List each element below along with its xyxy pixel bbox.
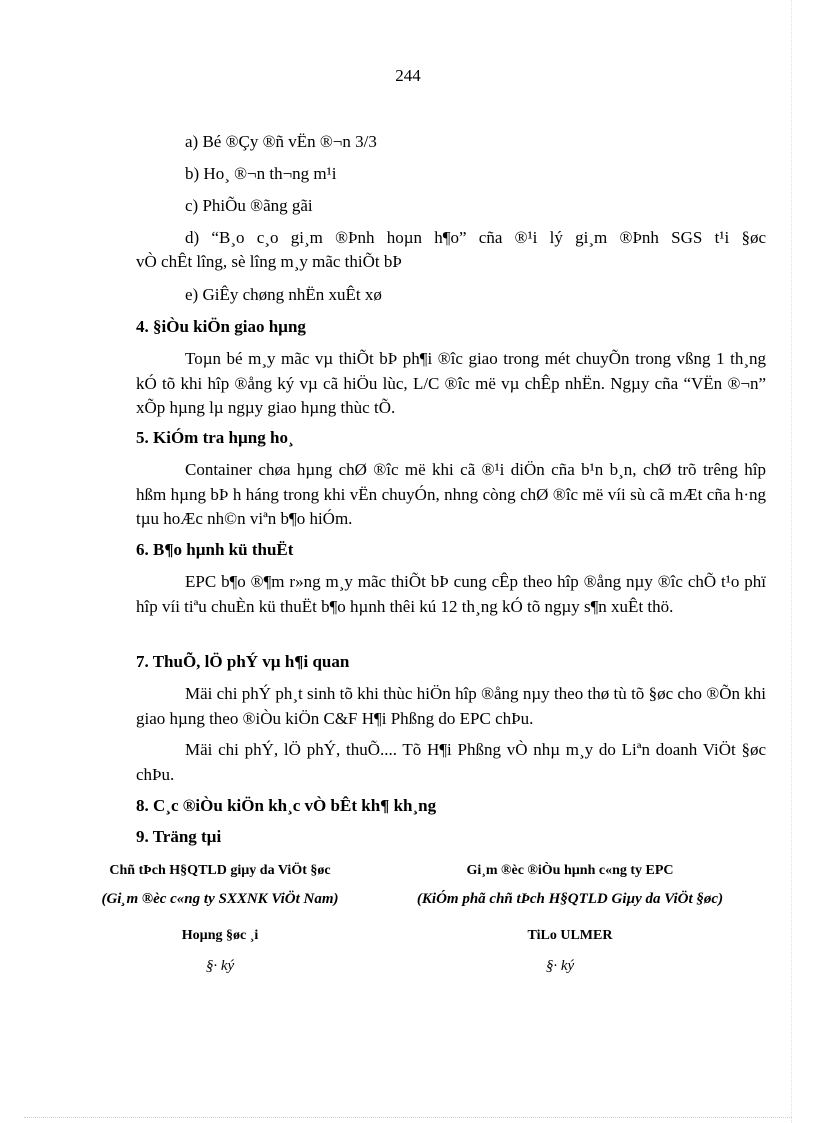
item-a: a) Bé ®Çy ®ñ vËn ®¬n 3/3 [185,132,377,151]
left-signatory-name: Hoµng §øc ¸i [181,928,259,943]
section-7-text-1: Mäi chi phÝ ph¸t sinh tõ khi thùc hiÖn hîp ®ång nµy theo thø tù tõ §øc cho ®Õn khi giao hµng theo ®iÒu kiÖn C&F H¶i Phßng do EPC chÞu. [136,684,766,728]
item-b: b) Ho¸ ®¬n th¬ng m¹i [185,164,337,183]
item-d-line2: vÒ chÊt lîng, sè lîng m¸y mãc thiÕt bÞ [136,252,402,271]
item-d-line1: d) “B¸o c¸o gi¸m ®Þnh hoµn h¶o” cña ®¹i lý gi¸m ®Þnh SGS t¹i §øc [185,228,766,247]
section-4-heading: 4. §iÒu kiÖn giao hµng [136,317,306,336]
page-bottom-border [24,1117,792,1118]
page-number: 244 [395,66,421,85]
section-6-text: EPC b¶o ®¶m r»ng m¸y mãc thiÕt bÞ cung cÊp theo hîp ®ång nµy ®îc chÕ t¹o phï hîp víi tiªu chuÈn kü thuËt b¶o hµnh thêi kú 12 th¸ng kÓ tõ ngµy s¶n xuÊt thö. [136,572,766,616]
item-c: c) PhiÕu ®ãng gãi [185,196,313,215]
section-9-heading: 9. Träng tµi [136,827,222,846]
page-right-border [791,0,792,1123]
right-signatory-subtitle: (KiÓm phã chñ tÞch H§QTLD Giµy da ViÖt §øc) [416,891,724,907]
item-e: e) GiÊy chøng nhËn xuÊt xø [185,285,382,304]
left-signatory-subtitle: (Gi¸m ®èc c«ng ty SXXNK ViÖt Nam) [101,891,339,907]
left-signed-note: §· ký [205,958,235,974]
section-5-heading: 5. KiÓm tra hµng ho¸ [136,428,294,447]
right-signatory-name: TiLo ULMER [527,928,613,943]
right-signatory-title: Gi¸m ®èc ®iÒu hµnh c«ng ty EPC [466,863,674,878]
section-7-heading: 7. ThuÕ, lÖ phÝ vµ h¶i quan [136,652,350,671]
section-6-heading: 6. B¶o hµnh kü thuËt [136,540,294,559]
section-8-heading: 8. C¸c ®iÒu kiÖn kh¸c vÒ bÊt kh¶ kh¸ng [136,796,437,815]
right-signed-note: §· ký [545,958,575,974]
section-7-text-2: Mäi chi phÝ, lÖ phÝ, thuÕ.... Tõ H¶i Phßng vÒ nhµ m¸y do Liªn doanh ViÖt §øc chÞu. [136,740,766,784]
left-signatory-title: Chñ tÞch H§QTLD giµy da ViÖt §øc [109,863,331,878]
section-5-text: Container chøa hµng chØ ®îc më khi cã ®¹i diÖn cña b¹n b¸n, chØ trõ trêng hîp hßm hµng bÞ h háng trong khi vËn chuyÓn, nhng còng chØ ®îc më víi sù cã mÆt cña h·ng tµu hoÆc nh©n viªn b¶o hiÓm. [136,460,766,528]
section-4-text: Toµn bé m¸y mãc vµ thiÕt bÞ ph¶i ®îc giao trong mét chuyÕn trong vßng 1 th¸ng kÓ tõ khi hîp ®ång ký vµ cã hiÖu lùc, L/C ®îc më vµ chÊp nhËn. Ngµy cña “VËn ®¬n” xÕp hµng lµ ngµy giao hµng thùc tÕ. [136,349,766,417]
